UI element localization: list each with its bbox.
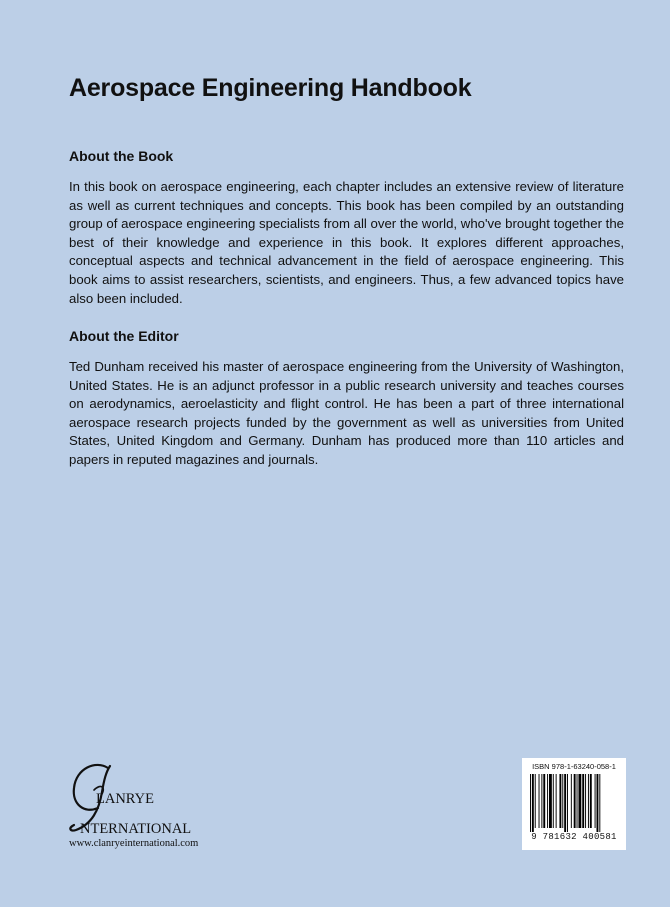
barcode-bar xyxy=(530,774,531,832)
barcode-bar xyxy=(543,774,545,828)
barcode-bar xyxy=(535,774,536,828)
barcode-icon xyxy=(530,774,618,832)
publisher-logo xyxy=(66,762,211,837)
barcode-bar xyxy=(577,774,578,828)
barcode-box xyxy=(522,758,626,850)
publisher-logo-line1: LANRYE xyxy=(96,791,154,807)
barcode-bar xyxy=(549,774,552,828)
barcode-bar xyxy=(567,774,568,832)
barcode-bar xyxy=(562,774,563,828)
barcode-bar xyxy=(585,774,586,828)
barcode-bar xyxy=(556,774,557,828)
about-book-heading: About the Book xyxy=(69,148,174,164)
barcode-bar xyxy=(541,774,542,828)
about-book-body: In this book on aerospace engineering, each chapter includes an extensive review of literature as well as current techniques and concepts. This book has been compiled by an outstanding group of aerospace engineering specialists from all over the world, who've brought together the best of their knowledge and experience in this book. It explores different approaches, conceptual aspects and technical advancement in the field of aerospace engineering. This book aims to assist researchers, scientists, and engineers. Thus, a few advanced topics have also been included. xyxy=(69,179,624,306)
barcode-digits: 9 781632 400581 xyxy=(531,832,617,842)
barcode-bar xyxy=(574,774,576,828)
barcode-bar xyxy=(590,774,592,828)
barcode-bar xyxy=(582,774,584,828)
barcode-bar xyxy=(578,774,581,828)
barcode-bar xyxy=(559,774,561,828)
barcode-bar xyxy=(599,774,600,832)
about-editor-body: Ted Dunham received his master of aerospace engineering from the University of Washington, United States. He is an adjunct professor in a public research university and teaches courses on aerodynamics, aeroelasticity and flight control. He has been a part of three international aerospace research projects funded by the government as well as universities from United States, United Kingdom and Germany. Dunham has produced more than 110 articles and papers in reputed magazines and journals. xyxy=(69,359,624,467)
barcode-bar xyxy=(553,774,554,828)
barcode-bar xyxy=(532,774,534,832)
barcode-bar xyxy=(588,774,589,828)
barcode-bar xyxy=(595,774,596,828)
barcode-bar xyxy=(539,774,540,828)
isbn-label: ISBN 978-1-63240-058-1 xyxy=(532,762,616,771)
about-editor-heading: About the Editor xyxy=(69,328,179,344)
page-title: Aerospace Engineering Handbook xyxy=(69,74,472,102)
publisher-url: www.clanryeinternational.com xyxy=(69,838,199,849)
barcode-bar xyxy=(571,774,572,828)
barcode-bar xyxy=(547,774,548,828)
publisher-block xyxy=(66,762,216,852)
publisher-logo-line2: NTERNATIONAL xyxy=(80,821,192,837)
barcode-bar xyxy=(597,774,599,832)
barcode-bar xyxy=(564,774,566,832)
